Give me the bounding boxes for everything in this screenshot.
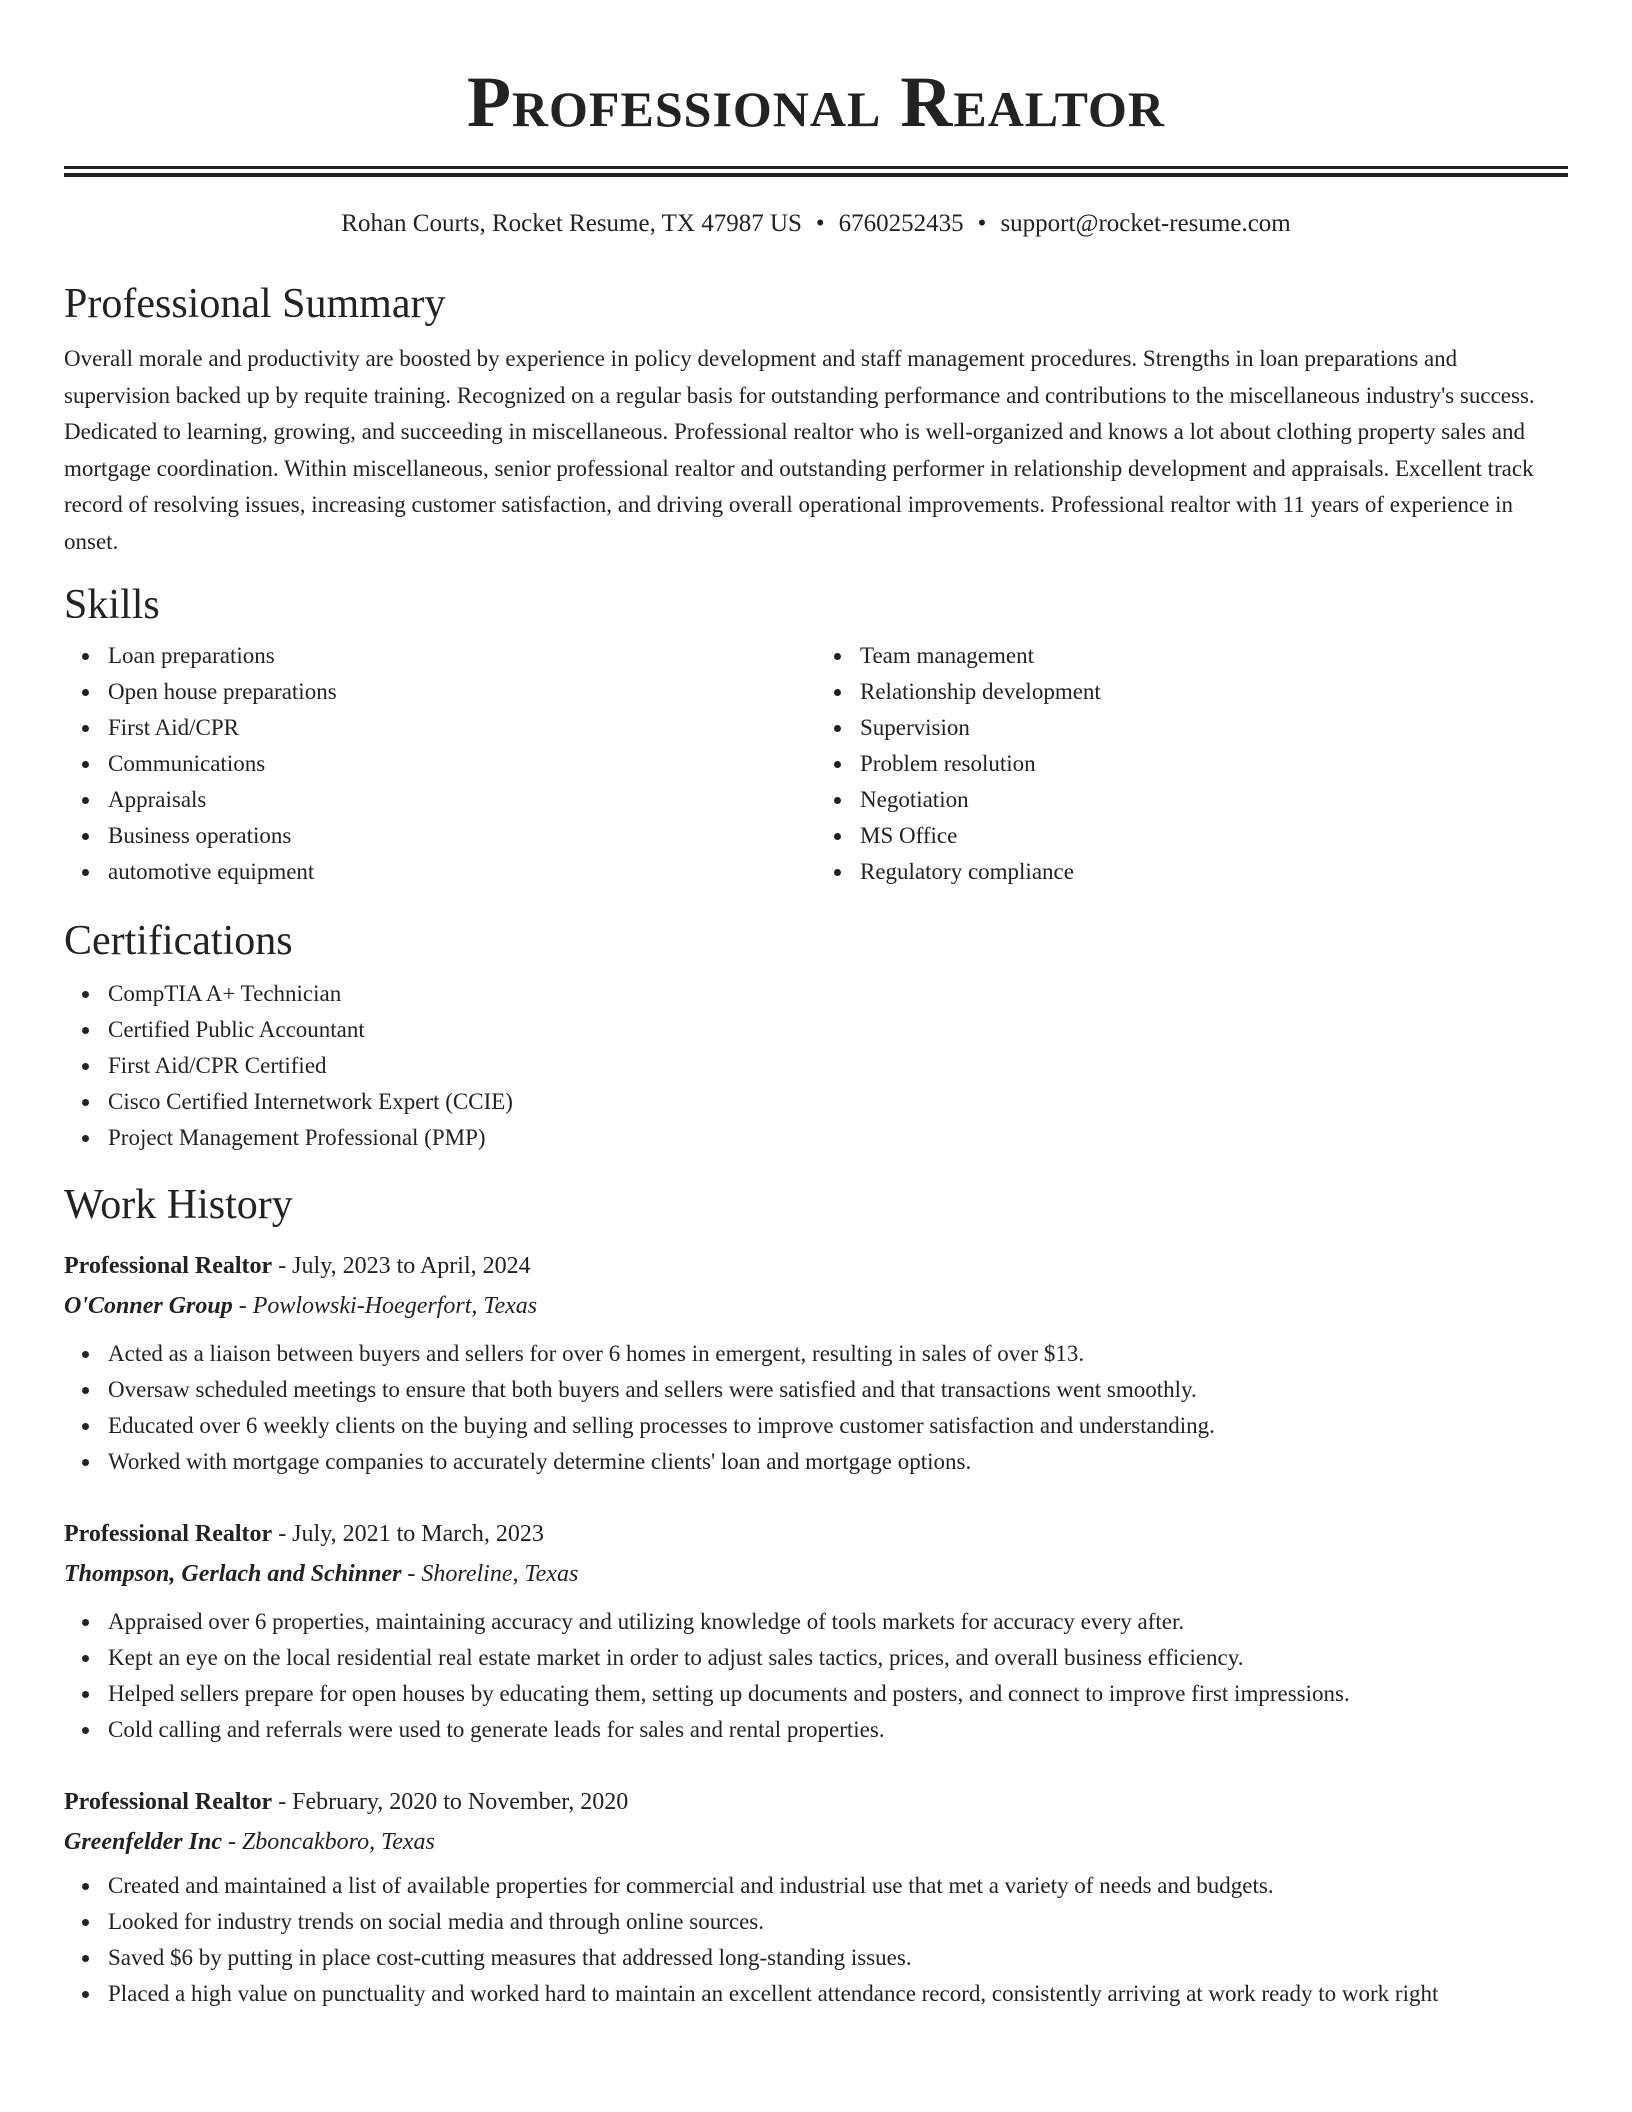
skill-item: Business operations: [108, 818, 816, 854]
contact-separator: •: [815, 210, 825, 237]
job-bullet: Acted as a liaison between buyers and sellers for over 6 homes in emergent, resulting in sales of over $13.: [108, 1336, 1568, 1372]
skill-item: Open house preparations: [108, 674, 816, 710]
job-employer-line: [64, 1286, 1568, 1326]
skill-item: MS Office: [860, 818, 1568, 854]
skill-item: Supervision: [860, 710, 1568, 746]
skill-item: automotive equipment: [108, 854, 816, 890]
job-bullet: Worked with mortgage companies to accurately determine clients' loan and mortgage options.: [108, 1444, 1568, 1480]
skill-item: First Aid/CPR: [108, 710, 816, 746]
job-bullet: Cold calling and referrals were used to generate leads for sales and rental properties.: [108, 1712, 1568, 1748]
header-divider: [64, 166, 1568, 177]
summary-heading: Professional Summary: [64, 281, 446, 327]
work-history-heading: Work History: [64, 1182, 293, 1228]
resume-name-heading: Professional Realtor: [466, 62, 1166, 142]
job-bullet: Appraised over 6 properties, maintaining accuracy and utilizing knowledge of tools markets for accuracy every after.: [108, 1604, 1568, 1640]
skill-item: Appraisals: [108, 782, 816, 818]
job-location: - Zboncakboro, Texas: [221, 1829, 435, 1855]
job-bullets: [64, 1868, 1568, 2012]
skills-list-left: [64, 638, 816, 890]
skill-item: Problem resolution: [860, 746, 1568, 782]
job-dates: - July, 2023 to April, 2024: [272, 1253, 531, 1279]
contact-address: Rohan Courts, Rocket Resume, TX 47987 US: [341, 210, 802, 237]
job-employer-line: [64, 1822, 1568, 1862]
certifications-list: [64, 976, 1568, 1156]
skill-item: Regulatory compliance: [860, 854, 1568, 890]
job-location: - Powlowski-Hoegerfort, Texas: [232, 1293, 538, 1319]
contact-email: support@rocket-resume.com: [1000, 210, 1291, 237]
job-dates: - February, 2020 to November, 2020: [272, 1789, 629, 1815]
job-company: Thompson, Gerlach and Schinner: [64, 1561, 402, 1587]
job-bullet: Created and maintained a list of available properties for commercial and industrial use that met a variety of needs and budgets.: [108, 1868, 1568, 1904]
certification-item: First Aid/CPR Certified: [108, 1048, 1568, 1084]
certification-item: Project Management Professional (PMP): [108, 1120, 1568, 1156]
contact-line: [64, 207, 1568, 241]
job-title-line: [64, 1246, 1568, 1286]
skills-list-right: [816, 638, 1568, 890]
contact-separator: •: [977, 210, 987, 237]
job-title-line: [64, 1782, 1568, 1822]
certifications-heading: Certifications: [64, 918, 293, 964]
summary-text: Overall morale and productivity are boosted by experience in policy development and staff management procedures. Strengths in loan preparations and supervision backed up by requite training. Recognized on a regular basis for outstanding performance and contributions to the miscellaneous industry's success. Dedicated to learning, growing, and succeeding in miscellaneous. Professional realtor who is well-organized and knows a lot about clothing property sales and mortgage coordination. Within miscellaneous, senior professional realtor and outstanding performer in relationship development and appraisals. Excellent track record of resolving issues, increasing customer satisfaction, and driving overall operational improvements. Professional realtor with 11 years of experience in onset.: [64, 346, 1535, 554]
skill-item: Loan preparations: [108, 638, 816, 674]
certification-item: Certified Public Accountant: [108, 1012, 1568, 1048]
certification-item: CompTIA A+ Technician: [108, 976, 1568, 1012]
job-dates: - July, 2021 to March, 2023: [272, 1521, 544, 1547]
job-company: Greenfelder Inc: [64, 1829, 222, 1855]
job-bullet: Placed a high value on punctuality and worked hard to maintain an excellent attendance record, consistently arriving at work ready to work right: [108, 1976, 1568, 2012]
job-bullets: [64, 1604, 1568, 1748]
skills-columns: [64, 638, 1568, 890]
job-entry: [64, 1782, 1568, 2012]
job-bullets: [64, 1336, 1568, 1480]
job-role: Professional Realtor: [64, 1521, 273, 1547]
job-company: O'Conner Group: [64, 1293, 233, 1319]
job-location: - Shoreline, Texas: [401, 1561, 579, 1587]
job-role: Professional Realtor: [64, 1789, 273, 1815]
skill-item: Relationship development: [860, 674, 1568, 710]
job-entry: [64, 1246, 1568, 1480]
contact-phone: 6760252435: [838, 210, 964, 237]
job-title-line: [64, 1514, 1568, 1554]
job-bullet: Looked for industry trends on social media and through online sources.: [108, 1904, 1568, 1940]
skill-item: Communications: [108, 746, 816, 782]
job-entry: [64, 1514, 1568, 1748]
job-employer-line: [64, 1554, 1568, 1594]
job-bullet: Oversaw scheduled meetings to ensure that both buyers and sellers were satisfied and that transactions went smoothly.: [108, 1372, 1568, 1408]
job-bullet: Kept an eye on the local residential real estate market in order to adjust sales tactics, prices, and overall business efficiency.: [108, 1640, 1568, 1676]
certification-item: Cisco Certified Internetwork Expert (CCIE): [108, 1084, 1568, 1120]
job-bullet: Saved $6 by putting in place cost-cutting measures that addressed long-standing issues.: [108, 1940, 1568, 1976]
job-bullet: Helped sellers prepare for open houses by educating them, setting up documents and posters, and connect to improve first impressions.: [108, 1676, 1568, 1712]
skill-item: Team management: [860, 638, 1568, 674]
skill-item: Negotiation: [860, 782, 1568, 818]
job-bullet: Educated over 6 weekly clients on the buying and selling processes to improve customer satisfaction and understanding.: [108, 1408, 1568, 1444]
job-role: Professional Realtor: [64, 1253, 273, 1279]
skills-heading: Skills: [64, 582, 160, 628]
